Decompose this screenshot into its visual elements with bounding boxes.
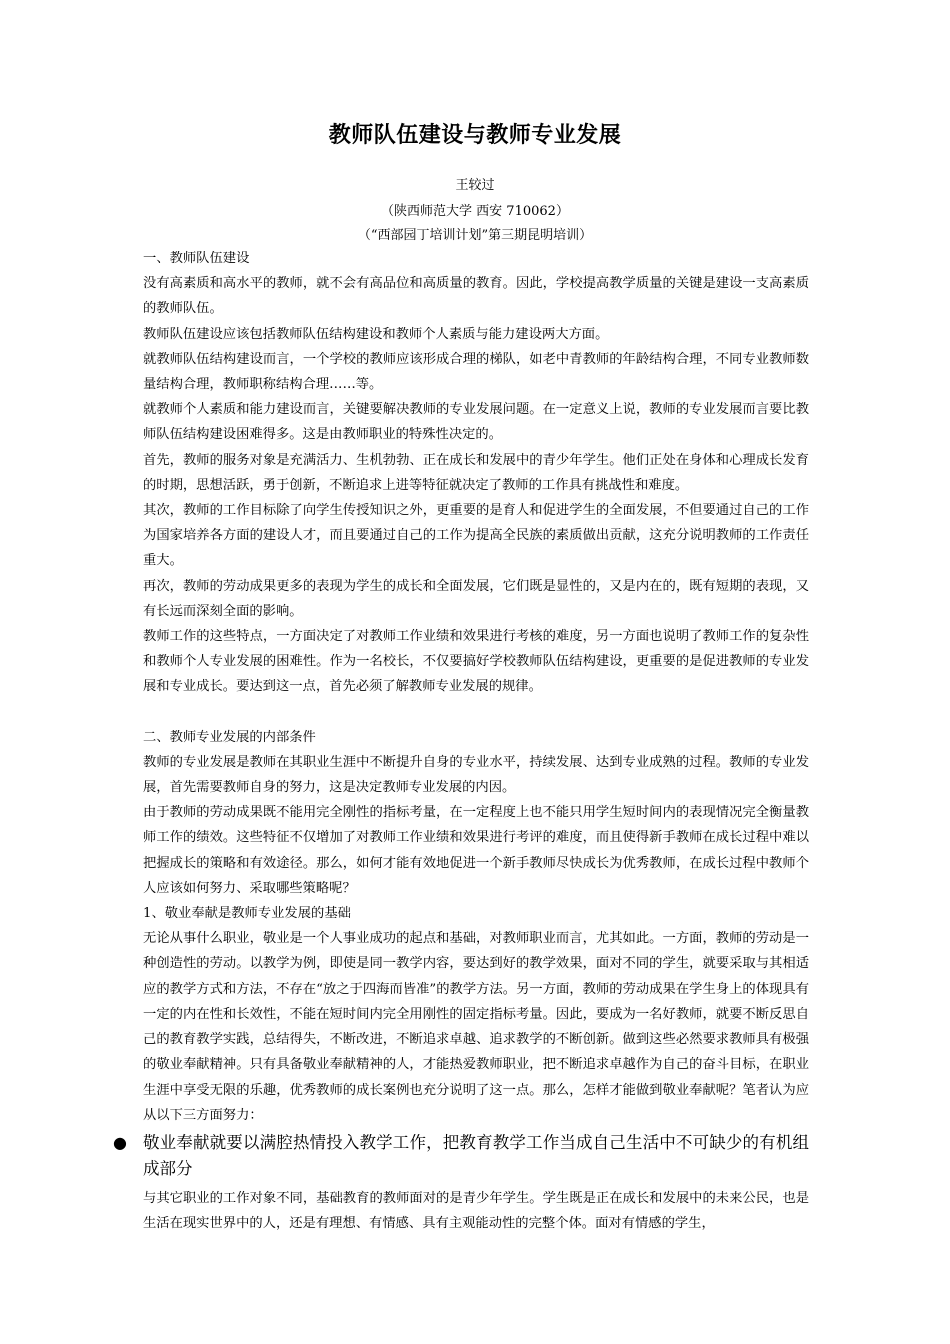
paragraph: 再次，教师的劳动成果更多的表现为学生的成长和全面发展，它们既是显性的，又是内在的，既有短期的表现，又有长远而深刻全面的影响。 (143, 578, 809, 619)
section-heading: 二、教师专业发展的内部条件 (143, 729, 316, 745)
paragraph: 由于教师的劳动成果既不能用完全刚性的指标考量，在一定程度上也不能只用学生短时间内的表现情况完全衡量教师工作的绩效。这些特征不仅增加了对教师工作业绩和效果进行考评的难度，而且使得新手教师在成长过程中难以把握成长的策略和有效途径。那么，如何才能有效地促进一个新手教师尽快成长为优秀教师，在成长过程中教师个人应该如何努力、采取哪些策略呢？ (143, 805, 809, 896)
training-note: （“西部园丁培训计划”第三期昆明培训） (357, 228, 593, 243)
paragraph: 其次，教师的工作目标除了向学生传授知识之外，更重要的是育人和促进学生的全面发展，不但要通过自己的工作为国家培养各方面的建设人才，而且要通过自己的工作为提高全民族的素质做出贡献，这充分说明教师的工作责任重大。 (143, 503, 809, 569)
bullet-text: 敬业奉献就要以满腔热情投入教学工作，把教育教学工作当成自己生活中不可缺少的有机组成部分 (143, 1132, 809, 1178)
bullet-item (113, 1130, 809, 1182)
bullet-icon: ● (113, 1132, 127, 1152)
spacer (143, 700, 809, 725)
paragraph: 无论从事什么职业，敬业是一个人事业成功的起点和基础，对教师职业而言，尤其如此。一方面，教师的劳动是一种创造性的劳动。以教学为例，即使是同一教学内容，要达到好的教学效果，面对不同的学生，就要采取与其相适应的教学方式和方法，不存在“放之于四海而皆准”的教学方法。另一方面，教师的劳动成果在学生身上的体现具有一定的内在性和长效性，不能在短时间内完全用刚性的固定指标考量。因此，要成为一名好教师，就要不断反思自己的教育教学实践，总结得失，不断改进，不断追求卓越、追求教学的不断创新。做到这些必然要求教师具有极强的敬业奉献精神。只有具备敬业奉献精神的人，才能热爱教师职业，把不断追求卓越作为自己的奋斗目标，在职业生涯中享受无限的乐趣，优秀教师的成长案例也充分说明了这一点。那么，怎样才能做到敬业奉献呢？笔者认为应从以下三方面努力： (143, 931, 809, 1123)
document-body (113, 246, 809, 1236)
author-name: 王较过 (455, 178, 495, 193)
subsection-heading: 1、敬业奉献是教师专业发展的基础 (143, 906, 351, 922)
document-title: 教师队伍建设与教师专业发展 (328, 122, 622, 148)
paragraph: 与其它职业的工作对象不同，基础教育的教师面对的是青少年学生。学生既是正在成长和发展中的未来公民，也是生活在现实世界中的人，还是有理想、有情感、具有主观能动性的完整个体。面对有情感的学生， (143, 1190, 809, 1232)
paragraph: 首先，教师的服务对象是充满活力、生机勃勃、正在成长和发展中的青少年学生。他们正处在身体和心理成长发育的时期，思想活跃，勇于创新，不断追求上进等特征就决定了教师的工作具有挑战性和难度。 (143, 452, 809, 493)
section-heading: 一、教师队伍建设 (143, 251, 250, 266)
paragraph: 教师工作的这些特点，一方面决定了对教师工作业绩和效果进行考核的难度，另一方面也说明了教师工作的复杂性和教师个人专业发展的困难性。作为一名校长，不仅要搞好学校教师队伍结构建设，更重要的是促进教师的专业发展和专业成长。要达到这一点，首先必须了解教师专业发展的规律。 (143, 629, 809, 695)
paragraph: 就教师个人素质和能力建设而言，关键要解决教师的专业发展问题。在一定意义上说，教师的专业发展而言要比教师队伍结构建设困难得多。这是由教师职业的特殊性决定的。 (143, 402, 809, 443)
author-affiliation: （陕西师范大学 西安 710062） (381, 204, 569, 219)
paragraph: 就教师队伍结构建设而言，一个学校的教师应该形成合理的梯队，如老中青教师的年龄结构合理，不同专业教师数量结构合理，教师职称结构合理……等。 (143, 351, 809, 393)
paragraph: 教师队伍建设应该包括教师队伍结构建设和教师个人素质与能力建设两大方面。 (143, 326, 609, 342)
paragraph: 没有高素质和高水平的教师，就不会有高品位和高质量的教育。因此，学校提高教学质量的关键是建设一支高素质的教师队伍。 (143, 276, 809, 317)
paragraph: 教师的专业发展是教师在其职业生涯中不断提升自身的专业水平，持续发展、达到专业成熟的过程。教师的专业发展，首先需要教师自身的努力，这是决定教师专业发展的内因。 (143, 754, 809, 796)
